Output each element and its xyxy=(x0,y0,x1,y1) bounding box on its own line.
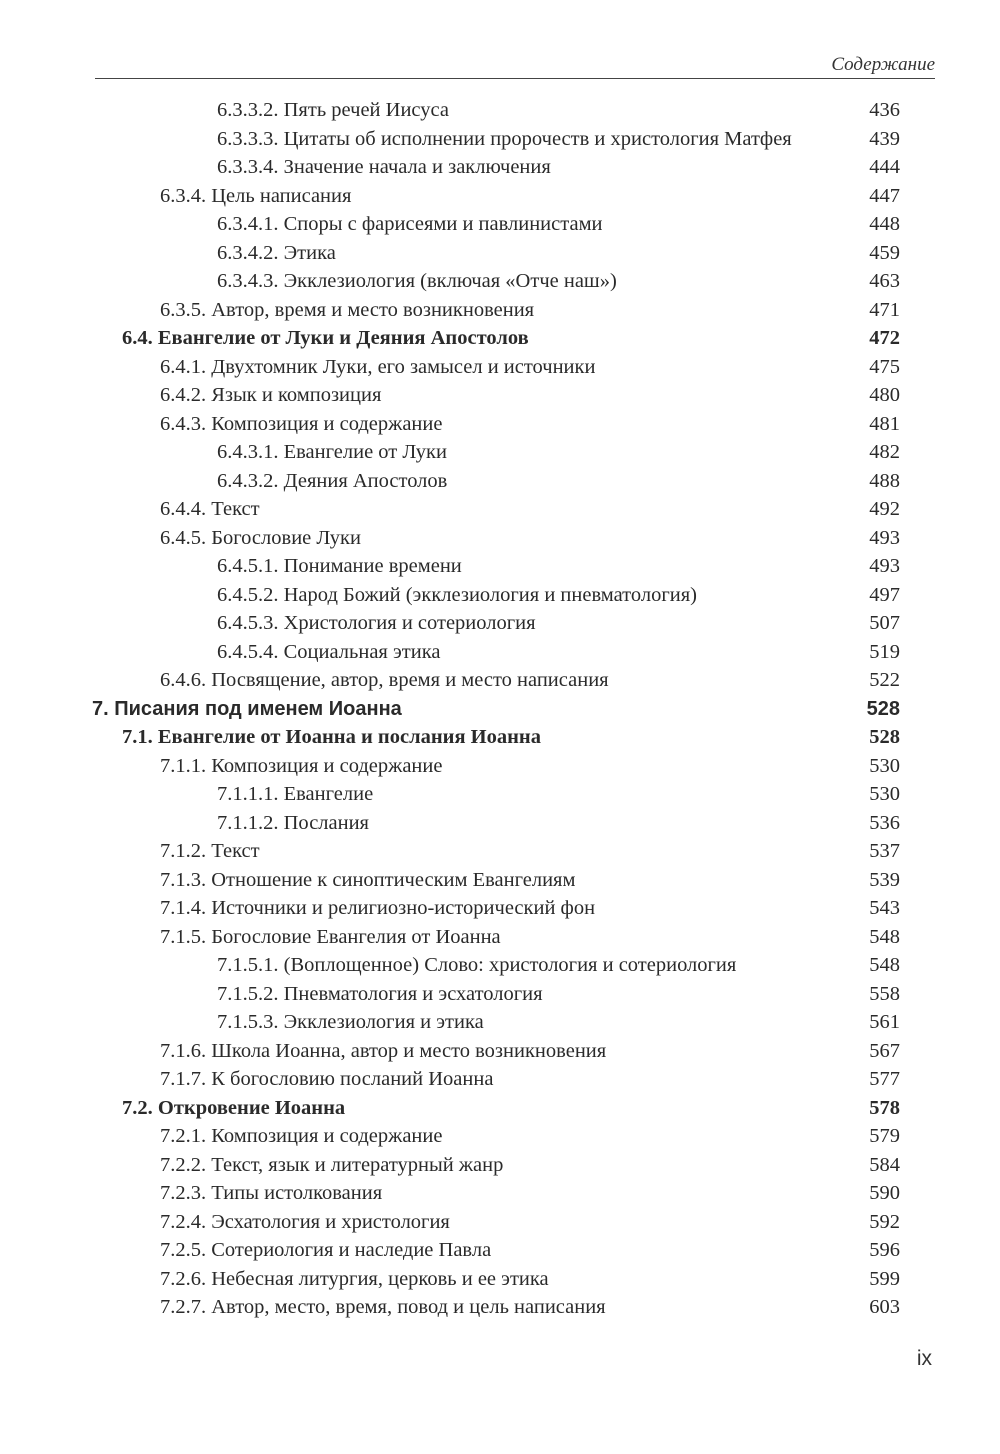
toc-entry-page: 543 xyxy=(869,897,900,919)
toc-entry-title: 6.4.5.1. Понимание времени xyxy=(217,555,462,577)
toc-entry-page: 567 xyxy=(869,1039,900,1062)
toc-entry xyxy=(0,980,1000,1009)
toc-entry-title: 7.1.6. Школа Иоанна, автор и место возникновения xyxy=(160,1039,607,1062)
toc-entry-title: 6.3.4. Цель написания xyxy=(160,184,352,207)
toc-entry-title: 7.1.1. Композиция и содержание xyxy=(160,754,443,777)
toc-entry-title: 7.1.5.2. Пневматология и эсхатология xyxy=(217,982,543,1005)
toc-entry-title: 6.4.3. Композиция и содержание xyxy=(160,412,443,435)
toc-entry-title: 6.4.5.3. Христология и сотериология xyxy=(217,612,536,634)
toc-entry-title: 6.3.5. Автор, время и место возникновения xyxy=(160,298,535,321)
toc-entry-page: 493 xyxy=(869,555,900,577)
toc-entry-title: 6.4.5.4. Социальная этика xyxy=(217,640,441,663)
toc-entry-page: 471 xyxy=(869,298,900,321)
toc-entry-page: 530 xyxy=(869,783,900,805)
toc-entry xyxy=(0,581,1000,610)
toc-entry-title: 6.4.5.2. Народ Божий (экклезиология и пневматология) xyxy=(217,583,697,606)
toc-entry xyxy=(0,1008,1000,1037)
page-number: ix xyxy=(916,1347,932,1370)
toc-entry-title: 7.1.7. К богословию посланий Иоанна xyxy=(160,1068,494,1090)
toc-entry xyxy=(0,1037,1000,1066)
toc-entry xyxy=(0,1065,1000,1094)
toc-entry-title: 7.1.5. Богословие Евангелия от Иоанна xyxy=(160,925,501,948)
toc-entry-title: 6.4.6. Посвящение, автор, время и место написания xyxy=(160,669,609,691)
toc-entry xyxy=(0,609,1000,638)
toc-entry xyxy=(0,809,1000,838)
toc-entry-page: 444 xyxy=(869,156,900,178)
toc-entry-page: 548 xyxy=(869,925,900,948)
toc-entry-page: 459 xyxy=(869,241,900,264)
toc-entry-title: 6.4.3.2. Деяния Апостолов xyxy=(217,469,448,492)
toc-entry-title: 6.4.1. Двухтомник Луки, его замысел и источники xyxy=(160,355,596,378)
toc-entry xyxy=(0,182,1000,211)
toc-entry xyxy=(0,780,1000,809)
toc-entry-title: 6.3.4.1. Споры с фарисеями и павлинистами xyxy=(217,213,603,235)
toc-entry-page: 590 xyxy=(869,1182,900,1204)
toc-entry-page: 584 xyxy=(869,1153,900,1176)
toc-entry-page: 530 xyxy=(869,754,900,777)
toc-entry xyxy=(0,353,1000,382)
toc-entry-title: 6.4.5. Богословие Луки xyxy=(160,526,361,549)
toc-entry-page: 507 xyxy=(869,612,900,634)
toc-entry-page: 448 xyxy=(869,213,900,235)
toc-entry-title: 6.4.2. Язык и композиция xyxy=(160,384,382,406)
toc-entry xyxy=(0,695,1000,724)
toc-entry-title: 6.4. Евангелие от Луки и Деяния Апостолов xyxy=(122,327,529,349)
toc-entry-title: 7.2.5. Сотериология и наследие Павла xyxy=(160,1239,492,1261)
toc-entry-page: 488 xyxy=(869,469,900,492)
toc-entry-title: 7.2.4. Эсхатология и христология xyxy=(160,1210,450,1233)
toc-entry xyxy=(0,951,1000,980)
toc-entry-page: 539 xyxy=(869,868,900,891)
toc-entry xyxy=(0,96,1000,125)
toc-entry-page: 599 xyxy=(869,1267,900,1290)
toc-entry-page: 475 xyxy=(869,355,900,378)
toc-entry-page: 481 xyxy=(869,412,900,435)
toc-entry-title: 6.3.4.3. Экклезиология (включая «Отче наш») xyxy=(217,270,617,292)
toc-entry xyxy=(0,495,1000,524)
toc-entry xyxy=(0,1179,1000,1208)
toc-entry xyxy=(0,723,1000,752)
toc-entry xyxy=(0,1122,1000,1151)
toc-entry-page: 577 xyxy=(869,1068,900,1090)
toc-entry-title: 7.2.6. Небесная литургия, церковь и ее этика xyxy=(160,1267,549,1290)
toc-entry xyxy=(0,837,1000,866)
toc-entry-title: 7. Писания под именем Иоанна xyxy=(92,697,402,720)
toc-entry-title: 7.2. Откровение Иоанна xyxy=(122,1096,346,1119)
toc-entry-title: 7.1.1.1. Евангелие xyxy=(217,783,374,805)
toc-entry-page: 472 xyxy=(869,327,900,349)
toc-entry xyxy=(0,153,1000,182)
toc-entry-title: 7.1.1.2. Послания xyxy=(217,811,369,834)
toc-entry-page: 463 xyxy=(869,270,900,292)
toc-entry-title: 6.3.4.2. Этика xyxy=(217,241,336,264)
toc-entry xyxy=(0,125,1000,154)
toc-entry-page: 482 xyxy=(869,441,900,463)
toc-entry-page: 436 xyxy=(869,99,900,121)
toc-entry xyxy=(0,1208,1000,1237)
toc-entry-page: 493 xyxy=(869,526,900,549)
toc-entry-title: 7.2.3. Типы истолкования xyxy=(160,1182,383,1204)
toc-entry-title: 6.3.3.4. Значение начала и заключения xyxy=(217,156,551,178)
toc-entry xyxy=(0,467,1000,496)
toc-entry xyxy=(0,267,1000,296)
toc-entry xyxy=(0,1293,1000,1322)
toc-entry-page: 558 xyxy=(869,982,900,1005)
toc-entry-page: 497 xyxy=(869,583,900,606)
toc-entry xyxy=(0,210,1000,239)
toc-entry-page: 603 xyxy=(869,1296,900,1318)
toc-entry-title: 7.2.1. Композиция и содержание xyxy=(160,1125,443,1147)
toc-entry-title: 7.2.7. Автор, место, время, повод и цель написания xyxy=(160,1296,606,1318)
toc-entry-title: 6.3.3.3. Цитаты об исполнении пророчеств и христология Матфея xyxy=(217,127,792,150)
toc-entry xyxy=(0,239,1000,268)
toc-entry-page: 537 xyxy=(869,840,900,862)
toc-entry-page: 592 xyxy=(869,1210,900,1233)
toc-entry xyxy=(0,666,1000,695)
header-rule xyxy=(95,78,935,79)
toc-entry-page: 528 xyxy=(866,697,900,720)
toc-entry xyxy=(0,752,1000,781)
toc-entry xyxy=(0,296,1000,325)
toc-entry-page: 596 xyxy=(869,1239,900,1261)
toc-entry xyxy=(0,324,1000,353)
toc-entry-title: 7.1. Евангелие от Иоанна и послания Иоанна xyxy=(122,726,541,748)
toc-entry xyxy=(0,923,1000,952)
toc-entry-page: 522 xyxy=(869,669,900,691)
toc-entry-title: 7.1.5.3. Экклезиология и этика xyxy=(217,1011,484,1033)
toc-entry xyxy=(0,381,1000,410)
toc-entry-title: 7.1.3. Отношение к синоптическим Евангелиям xyxy=(160,868,576,891)
toc-entry-title: 7.2.2. Текст, язык и литературный жанр xyxy=(160,1153,504,1176)
toc-entry-title: 6.4.3.1. Евангелие от Луки xyxy=(217,441,447,463)
toc-entry-title: 7.1.4. Источники и религиозно-исторический фон xyxy=(160,897,596,919)
toc-entry-page: 561 xyxy=(869,1011,900,1033)
toc-entry-page: 492 xyxy=(869,498,900,520)
table-of-contents xyxy=(0,96,1000,1322)
toc-entry xyxy=(0,1094,1000,1123)
toc-entry-page: 578 xyxy=(869,1096,900,1119)
toc-entry-title: 7.1.2. Текст xyxy=(160,840,260,862)
toc-entry-page: 439 xyxy=(869,127,900,150)
toc-entry xyxy=(0,1265,1000,1294)
toc-entry xyxy=(0,638,1000,667)
toc-entry xyxy=(0,438,1000,467)
toc-entry xyxy=(0,894,1000,923)
toc-entry-title: 7.1.5.1. (Воплощенное) Слово: христология и сотериология xyxy=(217,954,737,976)
toc-entry-page: 528 xyxy=(869,726,900,748)
toc-entry xyxy=(0,552,1000,581)
toc-entry-page: 579 xyxy=(869,1125,900,1147)
running-head: Содержание xyxy=(831,54,935,75)
toc-entry xyxy=(0,1151,1000,1180)
toc-entry-page: 548 xyxy=(869,954,900,976)
toc-entry xyxy=(0,1236,1000,1265)
toc-entry-page: 536 xyxy=(869,811,900,834)
toc-entry-title: 6.3.3.2. Пять речей Иисуса xyxy=(217,99,449,121)
toc-entry xyxy=(0,410,1000,439)
toc-entry-page: 447 xyxy=(869,184,900,207)
toc-entry xyxy=(0,524,1000,553)
toc-entry-page: 480 xyxy=(869,384,900,406)
toc-entry-title: 6.4.4. Текст xyxy=(160,498,260,520)
toc-entry-page: 519 xyxy=(869,640,900,663)
toc-entry xyxy=(0,866,1000,895)
